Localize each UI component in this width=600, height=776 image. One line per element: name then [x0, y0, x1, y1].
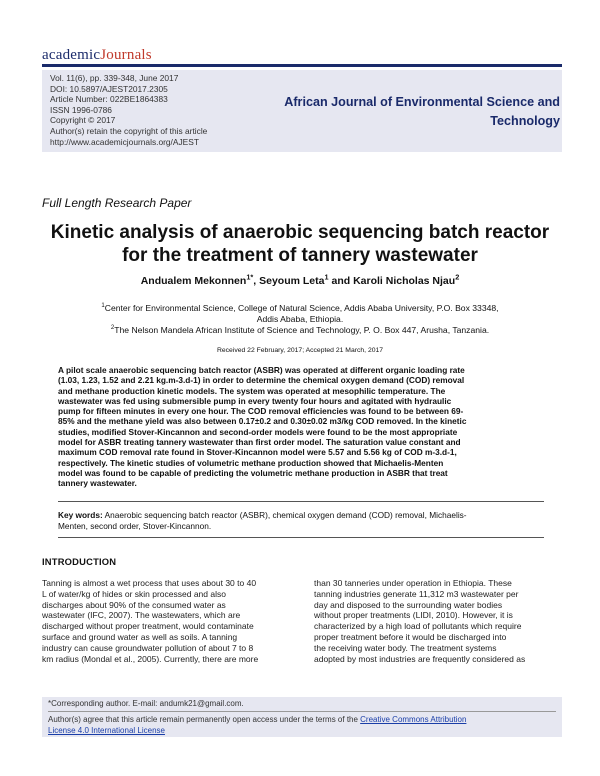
abstract-line: respectively. The kinetic studies of volumetric methane production showed that Michaelis-Menten	[58, 457, 444, 468]
body-line: industry can cause groundwater pollution of about 7 to 8	[42, 642, 254, 653]
author-name: Seyoum Leta	[259, 275, 325, 287]
affiliation-sup: 2	[110, 325, 115, 332]
body-line: surface and ground water as well as soils. A tanning	[42, 631, 238, 642]
body-line: L of water/kg of hides or skin processed and also	[42, 588, 226, 599]
body-line: the receiving water body. The treatment systems	[314, 642, 497, 653]
author-sup: 1*	[246, 272, 254, 282]
author-name: Karoli Nicholas Njau	[353, 275, 456, 287]
abstract-line: 85% and the methane yield was also between 0.17±0.2 and 0.30±0.02 m3/kg COD removed. In the kinetic	[58, 416, 467, 427]
author-name: Andualem Mekonnen	[140, 275, 247, 287]
license-link-cont[interactable]: License 4.0 International License	[48, 725, 165, 735]
logo-divider	[42, 64, 562, 67]
abstract-line: model was found to be capable of predicting the volumetric methane production in ASBR that treat	[58, 467, 448, 478]
body-line: without proper treatments (LIDI, 2010). However, it is	[314, 610, 513, 621]
keywords-label: Key words:	[58, 510, 103, 520]
body-line: characterized by a high load of pollutants which require	[314, 621, 522, 632]
body-line: wastewater (IFC, 2007). The wastewaters, which are	[42, 610, 241, 621]
publisher-logo	[42, 47, 152, 64]
affiliation-1-cont: Addis Ababa, Ethiopia.	[256, 314, 344, 324]
journal-title-line-1: African Journal of Environmental Science and	[284, 95, 560, 109]
keywords	[58, 510, 544, 532]
section-heading-introduction: INTRODUCTION	[42, 556, 117, 567]
meta-doi: DOI: 10.5897/AJEST2017.2305	[50, 83, 168, 94]
author-separator: and	[328, 275, 354, 287]
author-list	[30, 272, 570, 287]
corresponding-author: *Corresponding author. E-mail: andumk21@gmail.com.	[48, 699, 244, 708]
abstract-line: pump for fifteen minutes in every one hour. The COD removal efficiencies was found to be between 69-	[58, 406, 464, 417]
keywords-line-1	[58, 510, 544, 521]
abstract-line: wastewater was fed using submersible pump in every twenty four hours and agitated with hydraulic	[58, 395, 452, 406]
meta-url[interactable]: http://www.academicjournals.org/AJEST	[50, 136, 199, 147]
body-line: Tanning is almost a wet process that uses about 30 to 40	[42, 578, 257, 588]
meta-copyright: Copyright © 2017	[50, 115, 116, 126]
body-line: discharged without proper treatment, would contaminate	[42, 621, 254, 632]
meta-rights: Author(s) retain the copyright of this article	[50, 125, 208, 136]
abstract-line: and methane production kinetic models. The system was operated at mesophilic temperature. The	[58, 385, 446, 396]
paper-type: Full Length Research Paper	[42, 196, 192, 210]
article-meta	[50, 73, 207, 147]
meta-volume: Vol. 11(6), pp. 339-348, June 2017	[50, 73, 179, 83]
meta-issn: ISSN 1996-0786	[50, 104, 112, 115]
affiliation-text: The Nelson Mandela African Institute of Science and Technology, P. O. Box 447, Arusha, Tanzania.	[114, 325, 490, 335]
abstract-line: A pilot scale anaerobic sequencing batch reactor (ASBR) was operated at different organic loading rate	[58, 365, 465, 375]
affiliation-sup: 1	[101, 303, 105, 310]
journal-title-line-2: Technology	[490, 114, 560, 128]
body-line: adopted by most industries are frequently considered as	[314, 653, 526, 664]
title-line-1: Kinetic analysis of anaerobic sequencing batch reactor	[50, 222, 550, 243]
keywords-text: Anaerobic sequencing batch reactor (ASBR), chemical oxygen demand (COD) removal, Michaelis-	[102, 510, 467, 520]
author-separator: ,	[253, 275, 260, 287]
paper-title	[30, 221, 570, 267]
affiliation-1	[40, 303, 560, 314]
body-line: proper treatment before it would be discharged into	[314, 631, 507, 642]
received-dates: Received 22 February, 2017; Accepted 21 March, 2017	[216, 347, 384, 354]
abstract-divider	[58, 501, 544, 502]
abstract	[58, 365, 544, 489]
affiliation-2	[40, 325, 560, 336]
keywords-divider	[58, 537, 544, 538]
author-sup: 1	[324, 272, 329, 282]
intro-column-left	[42, 578, 282, 664]
logo-journals: Journals	[100, 47, 152, 63]
license-link[interactable]: Creative Commons Attribution	[360, 715, 467, 724]
affiliations	[40, 303, 560, 336]
body-line: day and disposed to the surrounding water bodies	[314, 599, 503, 610]
keywords-line-2: Menten, second order, Stover-Kincannon.	[58, 521, 212, 531]
logo-academic: academic	[42, 47, 101, 63]
title-line-2: for the treatment of tannery wastewater	[122, 245, 478, 266]
intro-column-right	[314, 578, 554, 664]
body-line: discharges about 90% of the consumed water as	[42, 599, 226, 610]
abstract-line: tannery wastewater.	[58, 478, 137, 489]
abstract-line: studies, modified Stover-Kincannon and second-order models were found to be the most appropriate	[58, 426, 458, 437]
affiliation-text: Center for Environmental Science, College of Natural Science, Addis Ababa University, P.O. Box 33348,	[104, 303, 499, 313]
license-notice	[48, 715, 558, 736]
body-line: than 30 tanneries under operation in Ethiopia. These	[314, 578, 512, 588]
abstract-line: (1.03, 1.23, 1.52 and 2.21 kg.m-3.d-1) in order to determine the chemical oxygen demand (COD) removal	[58, 375, 465, 386]
footer-divider	[48, 711, 556, 712]
license-text: Author(s) agree that this article remain permanently open access under the terms of the	[48, 715, 361, 724]
meta-article-number: Article Number: 022BE1864383	[50, 94, 168, 105]
abstract-line: model for ASBR treating tannery wastewater than first order model. The saturation value constant and	[58, 437, 461, 448]
body-line: tanning industries generate 11,312 m3 wastewater per	[314, 588, 519, 599]
abstract-line: maximum COD removal rate found in Stover-Kincannon model were 5.57 and 5.56 kg of COD m-3.d-1,	[58, 447, 457, 458]
journal-title	[272, 93, 560, 131]
author-sup: 2	[455, 272, 460, 282]
body-line: km radius (Mondal et al., 2005). Currently, there are more	[42, 653, 259, 664]
